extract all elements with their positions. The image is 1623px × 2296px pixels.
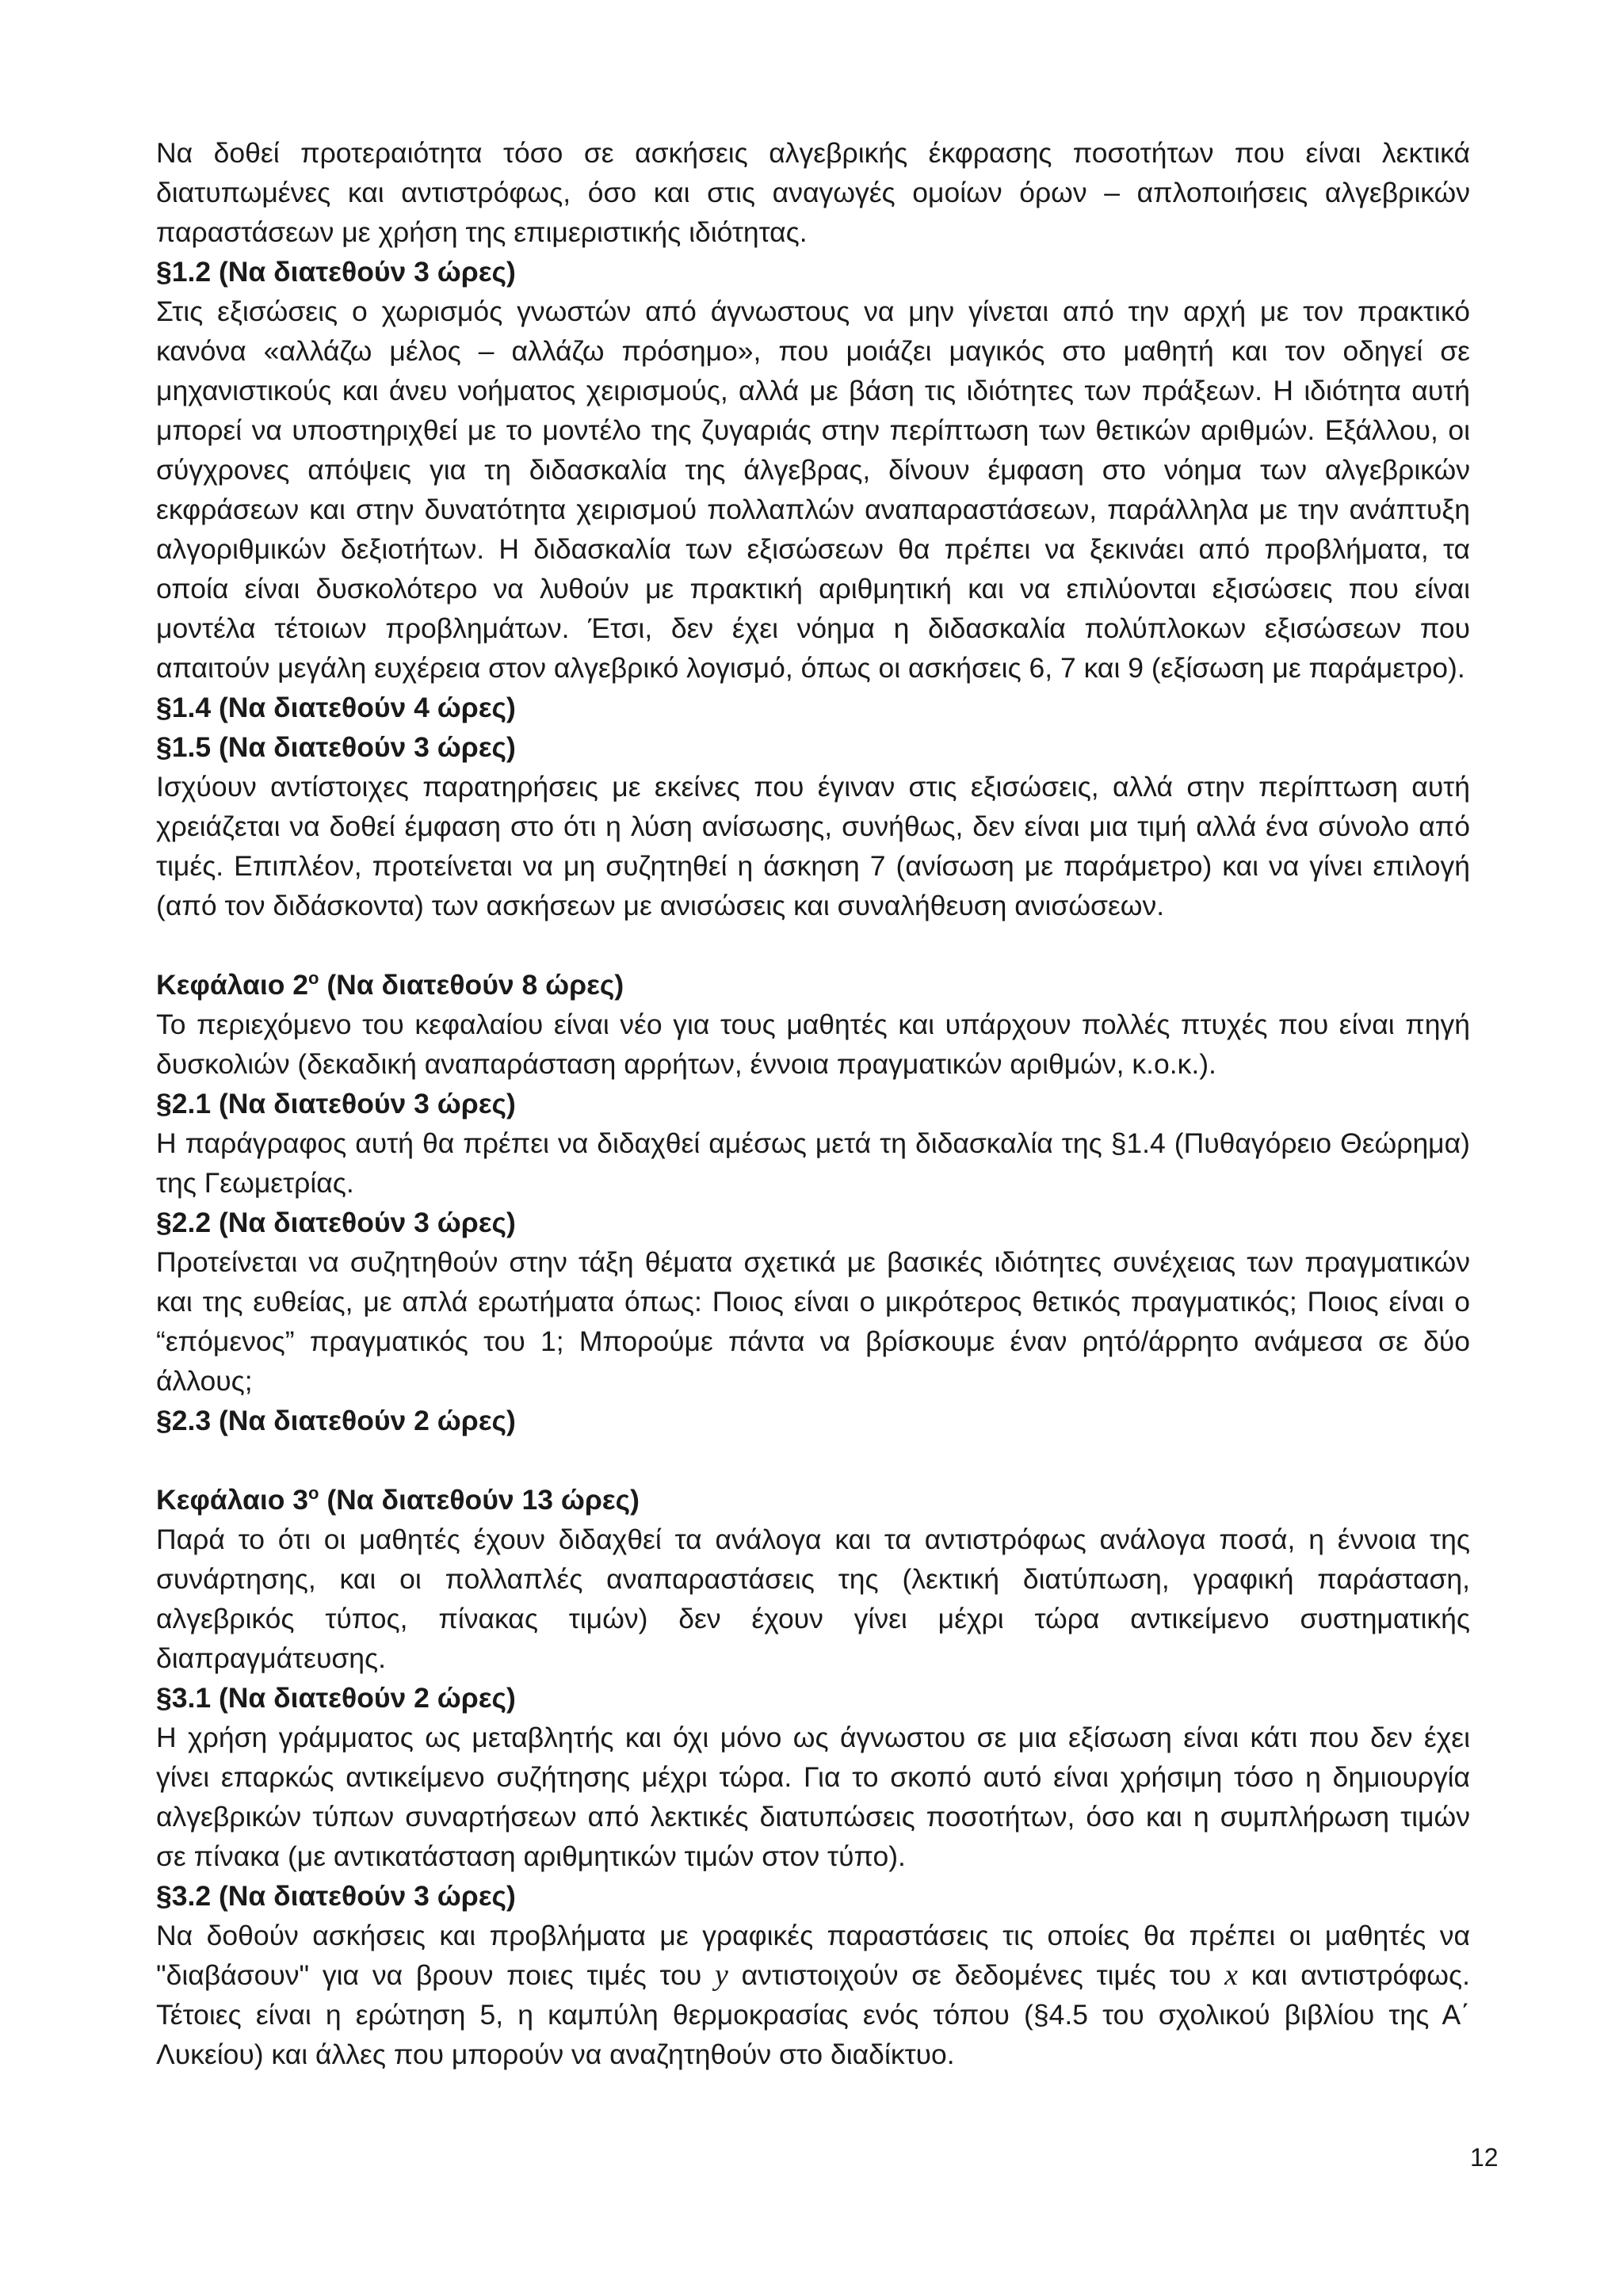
section-heading-1-4: §1.4 (Να διατεθούν 4 ώρες) — [156, 692, 516, 723]
chapter-2-ordinal: ο — [308, 968, 319, 989]
paragraph-3-2-part-b: αντιστοιχούν σε δεδομένες τιμές του — [727, 1959, 1225, 1991]
spacer — [156, 1440, 1470, 1480]
variable-y: y — [715, 1958, 728, 1992]
section-heading-2-3: §2.3 (Να διατεθούν 2 ώρες) — [156, 1405, 516, 1436]
chapter-2-heading — [156, 965, 1470, 1005]
paragraph-3-2-part-a: Να δοθούν ασκήσεις και προβλήματα με γραφικές παραστάσεις τις οποίες θα πρέπει οι μαθητές να "διαβάσουν" για να βρουν ποιες τιμές του — [156, 1920, 1470, 1991]
chapter-3-ordinal: ο — [308, 1483, 319, 1504]
paragraph-3-1: Η χρήση γράμματος ως μεταβλητής και όχι μόνο ως άγνωστου σε μια εξίσωση είναι κάτι που δεν έχει γίνει επαρκώς αντικείμενο συζήτησης μέχρι τώρα. Για το σκοπό αυτό είναι χρήσιμη τόσο η δημιουργία αλγεβρικών τύπων συναρτήσεων από λεκτικές διατυπώσεις ποσοτήτων, όσο και η συμπλήρωση τιμών σε πίνακα (με αντικατάσταση αριθμητικών τιμών στον τύπο). — [156, 1722, 1470, 1872]
paragraph-1-5: Ισχύουν αντίστοιχες παρατηρήσεις με εκείνες που έγιναν στις εξισώσεις, αλλά στην περίπτωση αυτή χρειάζεται να δοθεί έμφαση στο ότι η λύση ανίσωσης, συνήθως, δεν είναι μια τιμή αλλά ένα σύνολο από τιμές. Επιπλέον, προτείνεται να μη συζητηθεί η άσκηση 7 (ανίσωση με παράμετρο) και να γίνει επιλογή (από τον διδάσκοντα) των ασκήσεων με ανισώσεις και συναλήθευση ανισώσεων. — [156, 771, 1470, 921]
paragraph-intro: Να δοθεί προτεραιότητα τόσο σε ασκήσεις αλγεβρικής έκφρασης ποσοτήτων που είναι λεκτικά διατυπωμένες και αντιστρόφως, όσο και στις αναγωγές ομοίων όρων – απλοποιήσεις αλγεβρικών παραστάσεων με χρήση της επιμεριστικής ιδιότητας. — [156, 137, 1470, 248]
paragraph-3-2-part-c: και αντιστρόφως. Τέτοιες είναι η ερώτηση 5, η καμπύλη θερμοκρασίας ενός τόπου (§4.5 του σχολικού βιβλίου της Α΄ Λυκείου) και άλλες που μπορούν να αναζητηθούν στο διαδίκτυο. — [156, 1959, 1470, 2070]
paragraph-chapter-3: Παρά το ότι οι μαθητές έχουν διδαχθεί τα ανάλογα και τα αντιστρόφως ανάλογα ποσά, η έννοια της συνάρτησης, και οι πολλαπλές αναπαραστάσεις της (λεκτική διατύπωση, γραφική παράσταση, αλγεβρικός τύπος, πίνακας τιμών) δεν έχουν γίνει μέχρι τώρα αντικείμενο συστηματικής διαπραγμάτευσης. — [156, 1524, 1470, 1674]
document-body — [156, 133, 1470, 2074]
paragraph-3-2 — [156, 1916, 1470, 2074]
chapter-3-heading — [156, 1480, 1470, 1520]
section-heading-1-5: §1.5 (Να διατεθούν 3 ώρες) — [156, 731, 516, 763]
section-heading-3-2: §3.2 (Να διατεθούν 3 ώρες) — [156, 1880, 516, 1912]
section-heading-1-2: §1.2 (Να διατεθούν 3 ώρες) — [156, 256, 516, 288]
section-heading-3-1: §3.1 (Να διατεθούν 2 ώρες) — [156, 1682, 516, 1714]
spacer — [156, 925, 1470, 965]
section-heading-2-2: §2.2 (Να διατεθούν 3 ώρες) — [156, 1207, 516, 1238]
chapter-3-hours: (Να διατεθούν 13 ώρες) — [319, 1484, 640, 1516]
variable-x: x — [1224, 1958, 1238, 1992]
paragraph-2-1: Η παράγραφος αυτή θα πρέπει να διδαχθεί αμέσως μετά τη διδασκαλία της §1.4 (Πυθαγόρειο Θεώρημα) της Γεωμετρίας. — [156, 1127, 1470, 1199]
chapter-2-title: Κεφάλαιο 2 — [156, 969, 308, 1001]
chapter-3-title: Κεφάλαιο 3 — [156, 1484, 308, 1516]
page-number: 12 — [1470, 2143, 1499, 2172]
paragraph-2-2: Προτείνεται να συζητηθούν στην τάξη θέματα σχετικά με βασικές ιδιότητες συνέχειας των πραγματικών και της ευθείας, με απλά ερωτήματα όπως: Ποιος είναι ο μικρότερος θετικός πραγματικός; Ποιος είναι ο “επόμενος” πραγματικός του 1; Μπορούμε πάντα να βρίσκουμε έναν ρητό/άρρητο ανάμεσα σε δύο άλλους; — [156, 1246, 1470, 1397]
paragraph-chapter-2: Το περιεχόμενο του κεφαλαίου είναι νέο για τους μαθητές και υπάρχουν πολλές πτυχές που είναι πηγή δυσκολιών (δεκαδική αναπαράσταση αρρήτων, έννοια πραγματικών αριθμών, κ.ο.κ.). — [156, 1009, 1470, 1080]
paragraph-1-2: Στις εξισώσεις ο χωρισμός γνωστών από άγνωστους να μην γίνεται από την αρχή με τον πρακτικό κανόνα «αλλάζω μέλος – αλλάζω πρόσημο», που μοιάζει μαγικός στο μαθητή και τον οδηγεί σε μηχανιστικούς και άνευ νοήματος χειρισμούς, αλλά με βάση τις ιδιότητες των πράξεων. Η ιδιότητα αυτή μπορεί να υποστηριχθεί με το μοντέλο της ζυγαριάς στην περίπτωση των θετικών αριθμών. Εξάλλου, οι σύγχρονες απόψεις για τη διδασκαλία της άλγεβρας, δίνουν έμφαση στο νόημα των αλγεβρικών εκφράσεων και στην δυνατότητα χειρισμού πολλαπλών αναπαραστάσεων, παράλληλα με την ανάπτυξη αλγοριθμικών δεξιοτήτων. Η διδασκαλία των εξισώσεων θα πρέπει να ξεκινάει από προβλήματα, τα οποία είναι δυσκολότερο να λυθούν με πρακτική αριθμητική και να επιλύονται εξισώσεις που είναι μοντέλα τέτοιων προβλημάτων. Έτσι, δεν έχει νόημα η διδασκαλία πολύπλοκων εξισώσεων που απαιτούν μεγάλη ευχέρεια στον αλγεβρικό λογισμό, όπως οι ασκήσεις 6, 7 και 9 (εξίσωση με παράμετρο). — [156, 296, 1470, 684]
section-heading-2-1: §2.1 (Να διατεθούν 3 ώρες) — [156, 1088, 516, 1119]
chapter-2-hours: (Να διατεθούν 8 ώρες) — [319, 969, 624, 1001]
